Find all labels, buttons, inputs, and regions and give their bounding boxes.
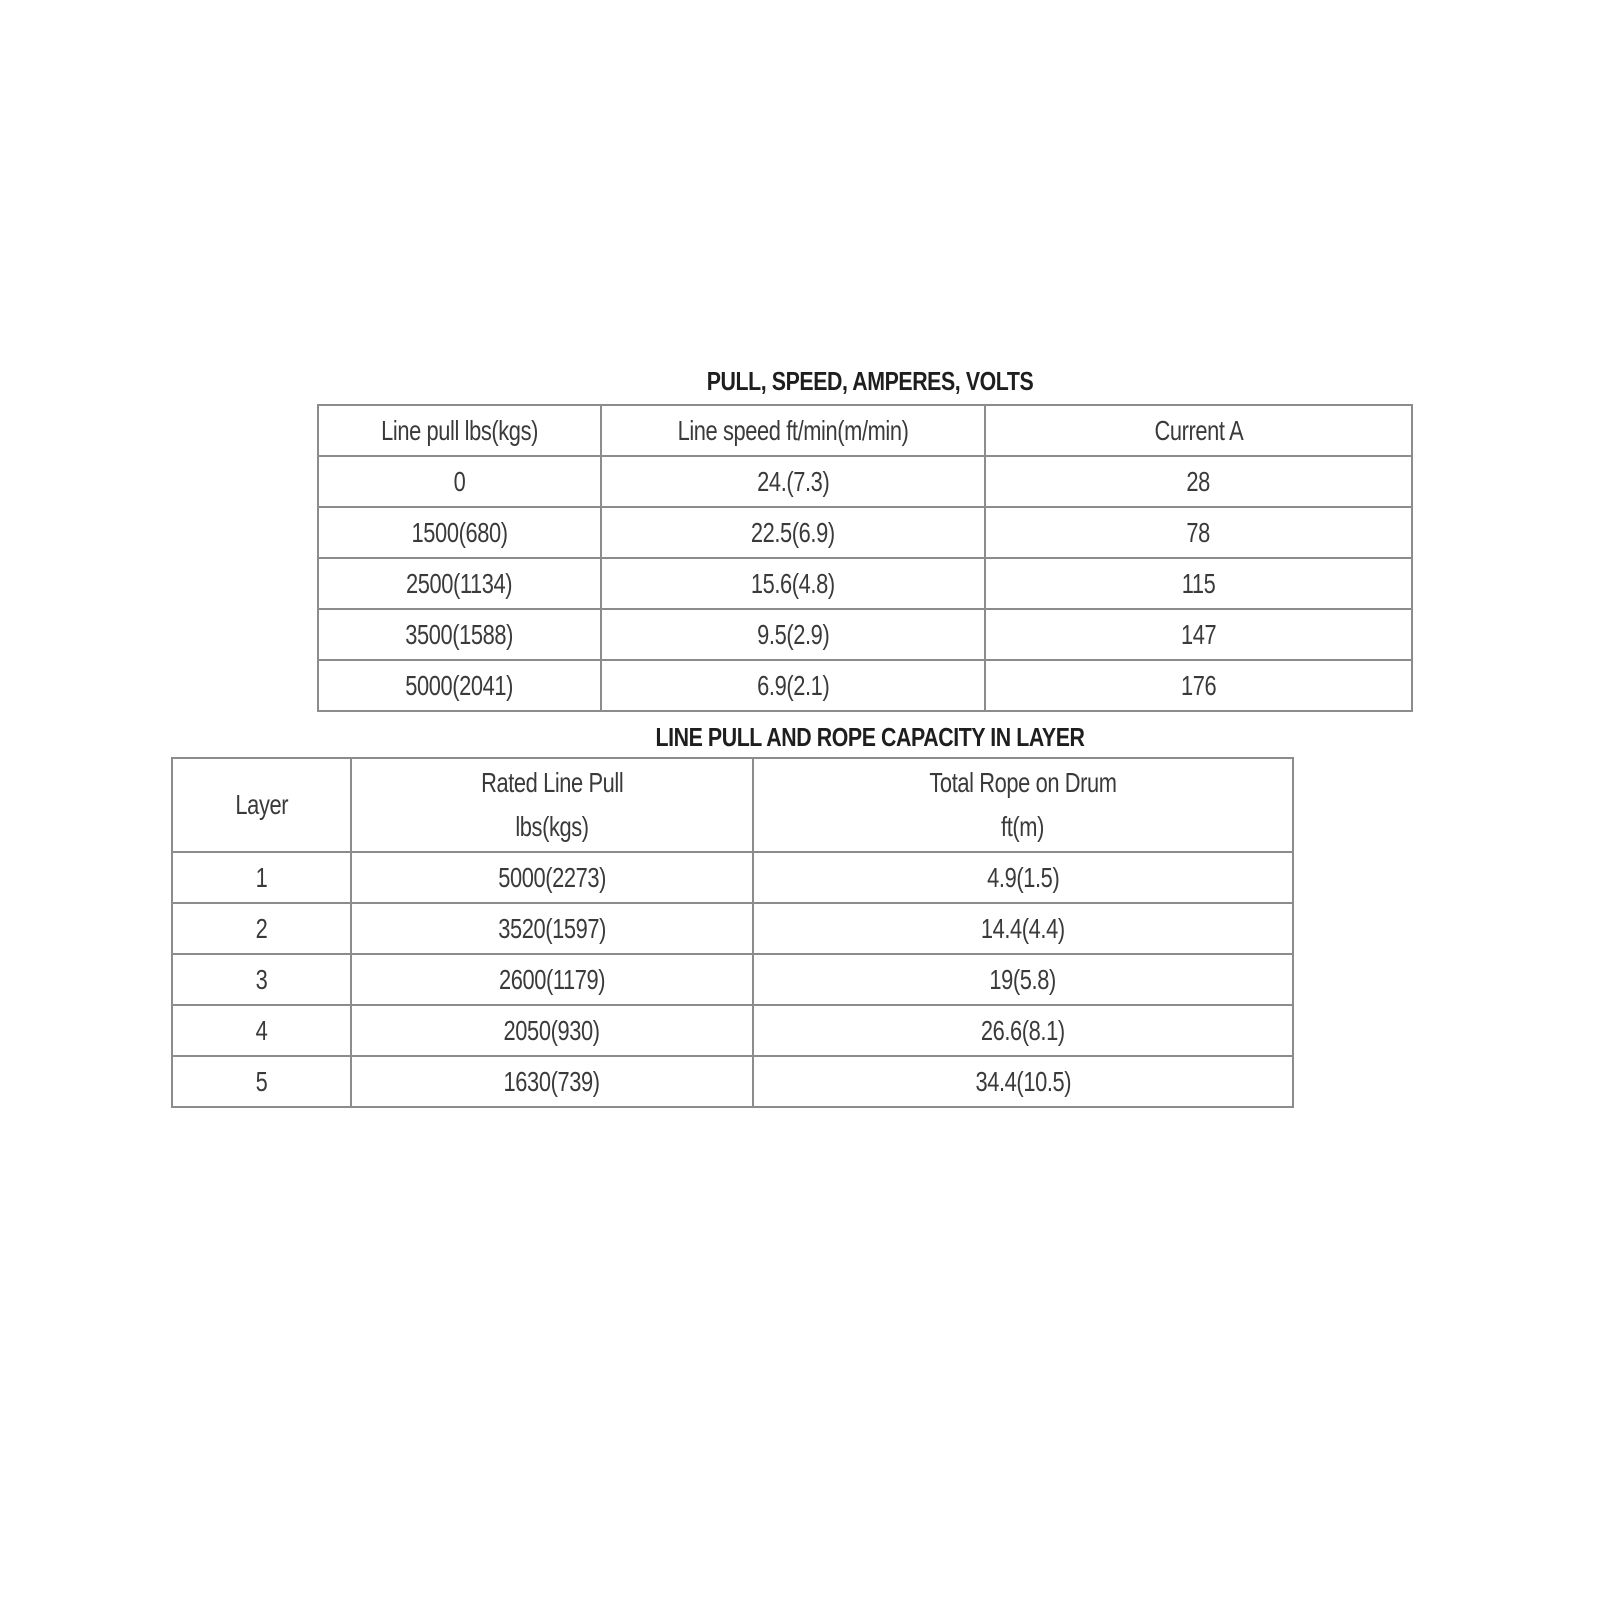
table-cell: 2500(1134) — [318, 558, 601, 609]
table-row — [318, 660, 1412, 711]
table-cell: 1 — [172, 852, 351, 903]
table-cell: 2050(930) — [351, 1005, 753, 1056]
table-cell: 4 — [172, 1005, 351, 1056]
header-cell: Current A — [985, 405, 1412, 456]
rope-capacity-table — [171, 757, 1294, 1108]
table-cell: 5000(2041) — [318, 660, 601, 711]
header-cell: Line pull lbs(kgs) — [318, 405, 601, 456]
table-cell: 15.6(4.8) — [601, 558, 985, 609]
table-row — [172, 1005, 1293, 1056]
table-cell: 1500(680) — [318, 507, 601, 558]
table-header-row — [318, 405, 1412, 456]
table-row — [172, 903, 1293, 954]
pull-speed-table — [317, 404, 1413, 712]
header-cell: Rated Line Pull lbs(kgs) — [351, 758, 753, 852]
table-cell: 147 — [985, 609, 1412, 660]
table-row — [318, 507, 1412, 558]
table-cell: 3520(1597) — [351, 903, 753, 954]
table-cell: 3 — [172, 954, 351, 1005]
table-header-row — [172, 758, 1293, 852]
table-cell: 14.4(4.4) — [753, 903, 1293, 954]
table-cell: 28 — [985, 456, 1412, 507]
table-cell: 4.9(1.5) — [753, 852, 1293, 903]
table-cell: 19(5.8) — [753, 954, 1293, 1005]
table-row — [318, 456, 1412, 507]
table-cell: 176 — [985, 660, 1412, 711]
table-title-pull-speed: PULL, SPEED, AMPERES, VOLTS — [706, 366, 1034, 396]
table-title-rope-capacity: LINE PULL AND ROPE CAPACITY IN LAYER — [655, 722, 1085, 752]
table-cell: 34.4(10.5) — [753, 1056, 1293, 1107]
table-cell: 26.6(8.1) — [753, 1005, 1293, 1056]
table-row — [318, 558, 1412, 609]
table-row — [318, 609, 1412, 660]
table-cell: 1630(739) — [351, 1056, 753, 1107]
table-cell: 5000(2273) — [351, 852, 753, 903]
table-cell: 2600(1179) — [351, 954, 753, 1005]
table-row — [172, 954, 1293, 1005]
header-cell: Layer — [172, 758, 351, 852]
table-cell: 2 — [172, 903, 351, 954]
table-cell: 24.(7.3) — [601, 456, 985, 507]
table-cell: 6.9(2.1) — [601, 660, 985, 711]
table-cell: 115 — [985, 558, 1412, 609]
table-cell: 0 — [318, 456, 601, 507]
table-cell: 22.5(6.9) — [601, 507, 985, 558]
table-cell: 78 — [985, 507, 1412, 558]
table-cell: 3500(1588) — [318, 609, 601, 660]
header-cell: Line speed ft/min(m/min) — [601, 405, 985, 456]
header-cell: Total Rope on Drum ft(m) — [753, 758, 1293, 852]
table-cell: 9.5(2.9) — [601, 609, 985, 660]
table-cell: 5 — [172, 1056, 351, 1107]
table-row — [172, 1056, 1293, 1107]
table-row — [172, 852, 1293, 903]
